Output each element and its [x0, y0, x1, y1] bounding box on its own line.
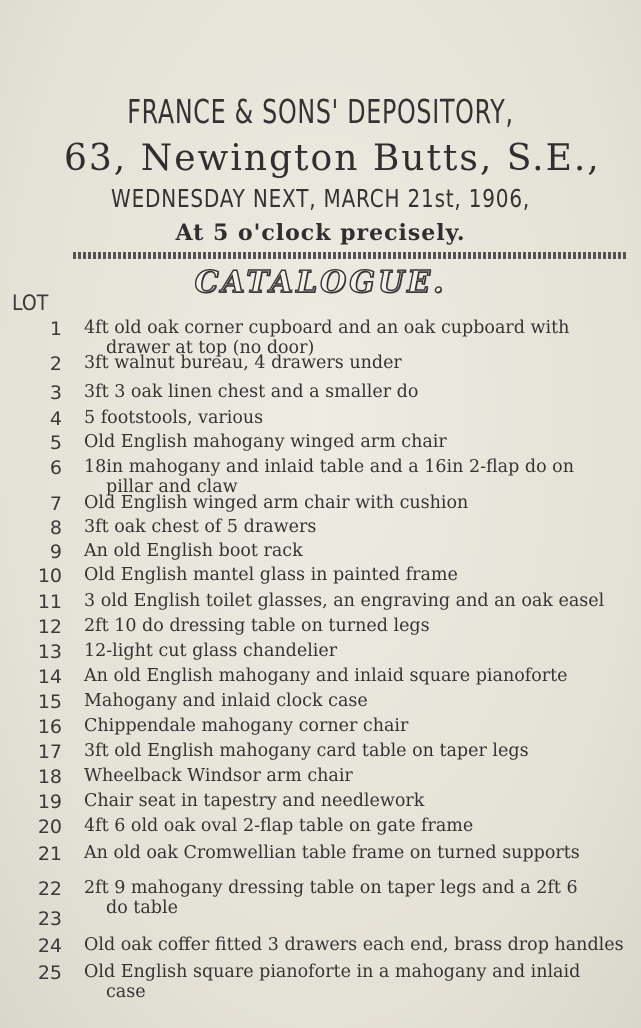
- lot-number: 25: [37, 962, 62, 984]
- lot-number: 5: [49, 432, 62, 454]
- lot-number: 13: [37, 641, 62, 663]
- lot-number: 20: [37, 816, 62, 838]
- lot-column-label: LOT: [12, 291, 49, 315]
- lot-description: 3ft 3 oak linen chest and a smaller do: [84, 382, 419, 402]
- lot-number: 22: [37, 878, 62, 900]
- auction-house-title: FRANCE & SONS' DEPOSITORY,: [127, 92, 514, 131]
- lot-number: 1: [49, 318, 62, 340]
- lot-description: Old English mahogany winged arm chair: [84, 432, 447, 452]
- lot-description: Mahogany and inlaid clock case: [84, 691, 368, 711]
- lot-description-continued: do table: [106, 898, 178, 918]
- lot-description: 2ft 10 do dressing table on turned legs: [84, 616, 430, 636]
- auction-time: At 5 o'clock precisely.: [175, 220, 466, 246]
- lot-number: 7: [49, 493, 62, 515]
- lot-description: Old English square pianoforte in a mahogany and inlaid: [84, 962, 581, 982]
- lot-description-continued: pillar and claw: [106, 477, 238, 497]
- lot-number: 14: [37, 666, 62, 688]
- lot-number: 18: [37, 766, 62, 788]
- lot-number: 4: [49, 408, 62, 430]
- lot-description: An old oak Cromwellian table frame on turned supports: [84, 843, 580, 863]
- lot-number: 10: [37, 565, 62, 587]
- lot-number: 19: [37, 791, 62, 813]
- lot-description: Old English mantel glass in painted frame: [84, 565, 458, 585]
- lot-description: 5 footstools, various: [84, 408, 264, 428]
- lot-description-continued: drawer at top (no door): [106, 338, 315, 358]
- lot-description: 4ft 6 old oak oval 2-flap table on gate frame: [84, 816, 474, 836]
- lot-description: 18in mahogany and inlaid table and a 16in 2-flap do on: [84, 457, 574, 477]
- lot-description: Old English winged arm chair with cushion: [84, 493, 469, 513]
- lot-number: 24: [37, 935, 62, 957]
- lot-number: 11: [37, 591, 62, 613]
- lot-number: 23: [37, 908, 62, 930]
- lot-description: 3 old English toilet glasses, an engraving and an oak easel: [84, 591, 605, 611]
- ornamental-divider: [73, 252, 626, 259]
- lot-description: An old English mahogany and inlaid square pianoforte: [84, 666, 568, 686]
- lot-description: Chippendale mahogany corner chair: [84, 716, 409, 736]
- lot-description: An old English boot rack: [84, 541, 303, 561]
- lot-number: 2: [49, 353, 62, 375]
- lot-number: 17: [37, 741, 62, 763]
- lot-description: 12-light cut glass chandelier: [84, 641, 338, 661]
- lot-description: 3ft oak chest of 5 drawers: [84, 517, 317, 537]
- lot-description: Old oak coffer fitted 3 drawers each end, brass drop handles: [84, 935, 624, 955]
- lot-description: 3ft walnut bureau, 4 drawers under: [84, 353, 402, 373]
- lot-number: 12: [37, 616, 62, 638]
- lot-description: 3ft old English mahogany card table on taper legs: [84, 741, 529, 761]
- lot-number: 21: [37, 843, 62, 865]
- lot-number: 9: [49, 541, 62, 563]
- lot-description-continued: case: [106, 982, 146, 1002]
- lot-number: 8: [49, 517, 62, 539]
- auction-address: 63, Newington Butts, S.E.,: [64, 138, 601, 179]
- lot-description: 2ft 9 mahogany dressing table on taper legs and a 2ft 6: [84, 878, 578, 898]
- lot-number: 15: [37, 691, 62, 713]
- catalogue-heading: CATALOGUE.: [194, 265, 447, 300]
- lot-description: Wheelback Windsor arm chair: [84, 766, 353, 786]
- lot-description: 4ft old oak corner cupboard and an oak cupboard with: [84, 318, 570, 338]
- lot-description: Chair seat in tapestry and needlework: [84, 791, 425, 811]
- lot-number: 16: [37, 716, 62, 738]
- lot-number: 3: [49, 382, 62, 404]
- lot-number: 6: [49, 457, 62, 479]
- auction-date: WEDNESDAY NEXT, MARCH 21st, 1906,: [110, 184, 531, 213]
